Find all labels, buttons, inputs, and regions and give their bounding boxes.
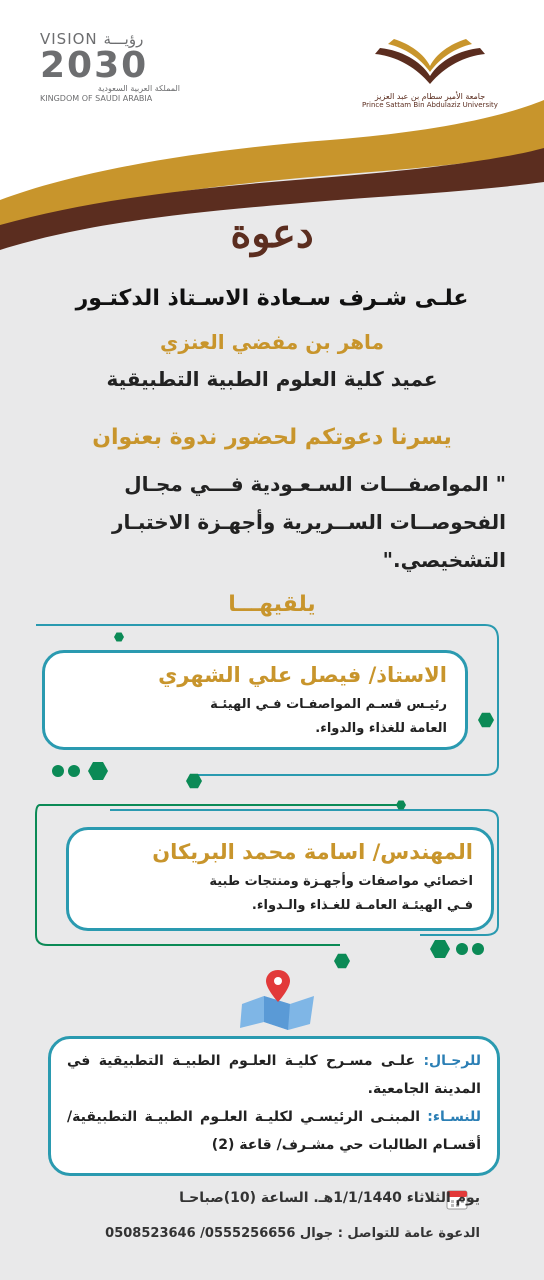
dot-decoration	[472, 943, 484, 955]
honor-line: علـى شـرف سـعادة الاسـتاذ الدكتـور	[75, 286, 469, 311]
invitation-heading: دعوة	[230, 210, 314, 257]
map-location-icon	[236, 968, 320, 1030]
speaker-card-2	[66, 827, 494, 931]
dean-title: عميد كلية العلوم الطبية التطبيقية	[106, 367, 438, 391]
vision-year: 2030	[40, 45, 149, 86]
dot-decoration	[68, 765, 80, 777]
presented-by: يلقيهـــا	[228, 592, 316, 617]
vision-2030-logo	[40, 30, 180, 104]
men-venue: علـى مسـرح كليـة العلـوم الطبيـة التطبيقية في المدينة الجامعية.	[67, 1053, 481, 1097]
kingdom-ar: المملكة العربية السعودية	[97, 84, 180, 93]
seminar-topic: " المواصفـــات السـعـودية فـــي مجـال الفحوصــات الســريرية وأجهـزة الاختبـار التشخيصي."	[112, 472, 506, 572]
speaker-card-1	[42, 650, 468, 750]
dean-name: ماهر بن مفضي العنزي	[160, 330, 384, 354]
speaker-desc: رئيـس قسـم المواصفـات فـي الهيئـة	[210, 697, 447, 712]
speaker-desc: العامة للغذاء والدواء.	[315, 721, 447, 736]
speaker-desc: فـي الهيئـة العامـة للغـذاء والـدواء.	[251, 898, 473, 913]
speaker-name: المهندس/ اسامة محمد البريكان	[152, 840, 473, 864]
invite-line: يسرنا دعوتكم لحضور ندوة بعنوان	[92, 425, 452, 450]
university-name-en: Prince Sattam Bin Abdulaziz University	[362, 101, 498, 109]
speaker-name: الاستاذ/ فيصل علي الشهري	[158, 663, 447, 687]
university-name-ar: جامعة الأمير سطام بن عبد العزيز	[374, 92, 486, 101]
dot-decoration	[52, 765, 64, 777]
kingdom-en: KINGDOM OF SAUDI ARABIA	[40, 94, 153, 103]
book-logo-icon	[370, 36, 490, 86]
venue-box	[48, 1036, 500, 1176]
dot-decoration	[456, 943, 468, 955]
university-logo	[360, 36, 500, 109]
contact-info: الدعوة عامة للتواصل : جوال 0555256656/ 0508523646	[105, 1226, 480, 1241]
event-date: يوم الثلاثاء 1/1/1440هـ. الساعة (10)صباحـا	[179, 1190, 480, 1206]
speaker-desc: اخصائي مواصفات وأجهـزة ومنتجات طبية	[209, 874, 473, 889]
women-venue: المبنـى الرئيسـي لكليـة العلـوم الطبيـة التطبيقية/أقسـام الطالبات حي مشـرف/ قاعة (2)	[67, 1109, 481, 1153]
men-label: للرجـال:	[423, 1053, 481, 1069]
women-label: للنسـاء:	[427, 1109, 481, 1125]
vision-label-ar: رؤيـــة	[103, 30, 144, 48]
vision-label: VISION	[40, 30, 98, 48]
